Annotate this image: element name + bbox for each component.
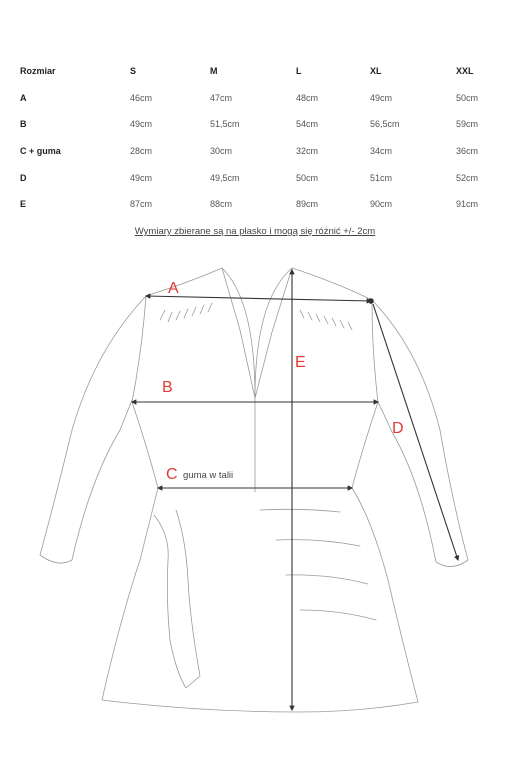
cell-value: 48cm (296, 92, 319, 103)
cell-value: 49cm (130, 172, 153, 183)
cell-value: 34cm (370, 146, 393, 157)
cell-value: 51cm (370, 172, 393, 183)
cell-value: 47cm (210, 92, 233, 103)
label-a: A (168, 280, 179, 297)
cell-value: 88cm (210, 199, 233, 210)
arrow-a-point (369, 299, 373, 303)
size-table (20, 58, 500, 218)
row-label: D (20, 172, 27, 183)
cell-value: 91cm (456, 199, 479, 210)
label-e: E (295, 354, 306, 371)
cell-value: 59cm (456, 119, 479, 130)
size-table-header-row (20, 58, 500, 85)
header-s: S (130, 66, 137, 77)
header-m: M (210, 66, 218, 77)
cell-value: 50cm (296, 172, 319, 183)
dress-outline (40, 268, 468, 712)
cell-value: 87cm (130, 199, 153, 210)
cell-value: 28cm (130, 146, 153, 157)
measurement-note: Wymiary zbierane są na płasko i mogą się różnić +/- 2cm (134, 226, 376, 237)
header-xl: XL (370, 66, 382, 77)
table-row (20, 138, 500, 165)
header-xxl: XXL (456, 66, 474, 77)
cell-value: 49cm (370, 92, 393, 103)
table-row (20, 164, 500, 191)
cell-value: 36cm (456, 146, 479, 157)
header-l: L (296, 66, 302, 77)
cell-value: 50cm (456, 92, 479, 103)
arrow-a (146, 296, 371, 301)
cell-value: 56,5cm (370, 119, 400, 130)
row-label: E (20, 199, 27, 210)
row-label: A (20, 92, 27, 103)
cell-value: 49cm (130, 119, 153, 130)
cell-value: 52cm (456, 172, 479, 183)
cell-value: 54cm (296, 119, 319, 130)
cell-value: 49,5cm (210, 172, 240, 183)
cell-value: 89cm (296, 199, 319, 210)
cell-value: 30cm (210, 146, 233, 157)
header-size: Rozmiar (20, 66, 56, 77)
table-row (20, 191, 500, 218)
cell-value: 90cm (370, 199, 393, 210)
label-d: D (392, 420, 404, 437)
label-c-note: guma w talii (183, 470, 234, 481)
label-c: C (166, 466, 178, 483)
measurement-arrows (132, 270, 458, 710)
row-label: C + guma (20, 146, 61, 157)
dress-measurement-diagram (0, 250, 510, 765)
table-row (20, 85, 500, 112)
cell-value: 32cm (296, 146, 319, 157)
label-b: B (162, 379, 173, 396)
cell-value: 46cm (130, 92, 153, 103)
cell-value: 51,5cm (210, 119, 240, 130)
table-row (20, 111, 500, 138)
row-label: B (20, 119, 27, 130)
arrow-d (373, 304, 458, 560)
